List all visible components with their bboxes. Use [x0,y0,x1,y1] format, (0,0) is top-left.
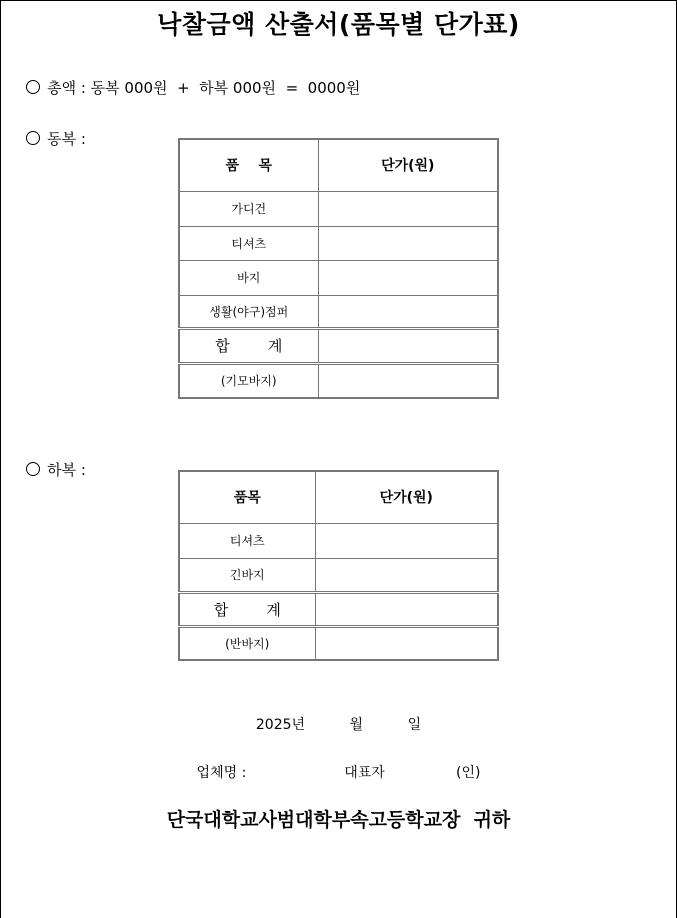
table-row [179,226,498,260]
price-cell[interactable] [318,295,498,328]
circle-bullet-icon [26,462,40,476]
table-row [179,295,498,328]
price-cell[interactable] [318,260,498,295]
sum-price-cell[interactable] [315,592,498,626]
price-cell[interactable] [318,363,498,398]
circle-bullet-icon [26,80,40,94]
total-text: 동복 000원 + 하복 000원 = 0000원 [90,79,361,97]
total-line [7,59,360,116]
price-column-header: 단가(원) [315,471,498,523]
winter-section-label [7,110,86,167]
representative-label: 대표자 [344,765,385,781]
price-cell[interactable] [315,523,498,558]
item-name: 긴바지 [179,558,315,592]
table-row [179,363,498,398]
price-cell[interactable] [315,626,498,660]
table-row [179,523,498,558]
winter-label: 동복 : [47,130,86,148]
addressee-line: 단국대학교사범대학부속고등학교장 귀하 [166,809,511,831]
item-column-header: 품목 [179,471,315,523]
table-row [179,260,498,295]
item-name: 가디건 [179,191,318,226]
item-name: 티셔츠 [179,226,318,260]
total-label: 총액 : [47,79,91,97]
table-row [179,626,498,660]
sum-label: 합 계 [179,592,315,626]
sum-price-cell[interactable] [318,328,498,363]
item-name: (반바지) [179,626,315,660]
item-name: 생활(야구)점퍼 [179,295,318,328]
company-label: 업체명 : [196,765,247,781]
seal-mark: (인) [455,765,481,781]
date-year: 2025년 [255,717,306,733]
item-column-header: 품 목 [179,139,318,191]
item-name: (기모바지) [179,363,318,398]
company-line [1,762,676,782]
price-cell[interactable] [318,226,498,260]
price-cell[interactable] [318,191,498,226]
summer-price-table [178,470,499,661]
table-header-row [179,139,498,191]
item-name: 바지 [179,260,318,295]
table-header-row [179,471,498,523]
price-column-header: 단가(원) [318,139,498,191]
table-row [179,191,498,226]
document-title: 낙찰금액 산출서(품목별 단가표) [157,10,520,39]
date-line [1,714,676,734]
circle-bullet-icon [26,131,40,145]
summer-section-label [7,441,86,498]
sum-label: 합 계 [179,328,318,363]
sum-row [179,592,498,626]
summer-label: 하복 : [47,461,86,479]
item-name: 티셔츠 [179,523,315,558]
price-cell[interactable] [315,558,498,592]
table-row [179,558,498,592]
winter-price-table [178,138,499,399]
sum-row [179,328,498,363]
date-day: 일 [407,717,422,733]
date-month: 월 [349,717,364,733]
